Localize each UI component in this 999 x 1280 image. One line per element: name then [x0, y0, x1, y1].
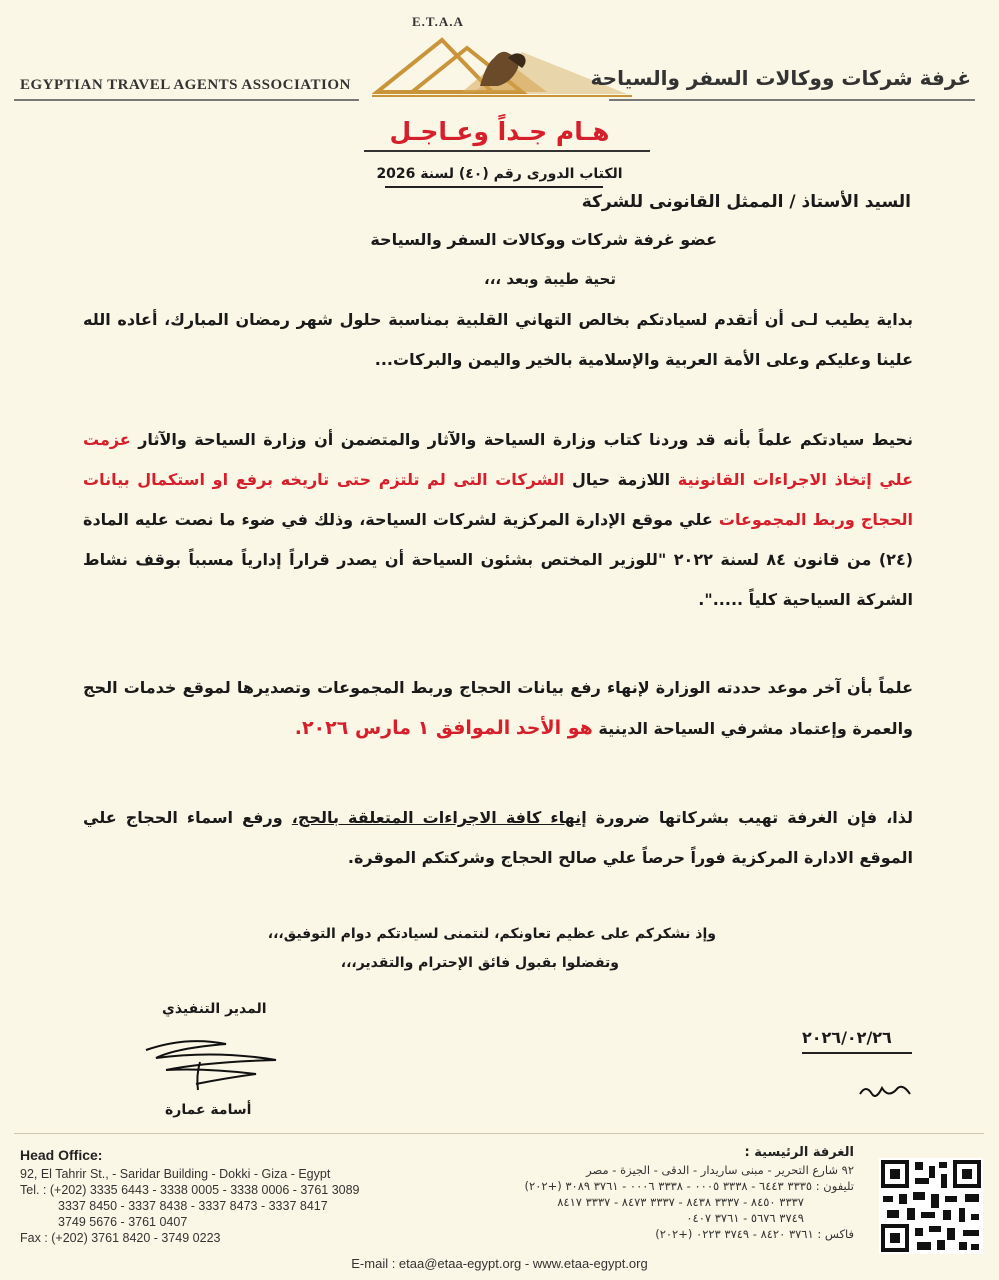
deadline-day: هو الأحد	[515, 717, 593, 739]
arabic-org-name: غرفة شركات ووكالات السفر والسياحة	[590, 66, 971, 90]
urgent-underline	[364, 150, 650, 152]
header-divider-right	[609, 99, 975, 101]
email-website-line: E-mail : etaa@etaa-egypt.org - www.etaa-egypt.org	[351, 1256, 648, 1271]
logo-abbreviation: E.T.A.A	[412, 14, 464, 29]
english-tel-1: Tel. : (+202) 3335 6443 - 3338 0005 - 3338 0006 - 3761 3089	[20, 1183, 360, 1197]
ministry-text-b: اللازمة حيال	[572, 470, 671, 489]
deadline-text-a: علماً بأن آخر موعد حددته الوزارة لإنهاء رفع بيانات الحجاج وربط المجموعات وتصديرها لموقع خدمات الحج والعمرة وإعتماد مشرفي السياحة الدينية	[83, 678, 913, 738]
qr-code-icon	[879, 1158, 983, 1254]
arabic-fax: فاكس : ٣٧٦١ ٨٤٢٠ - ٣٧٤٩ ٠٢٢٣ (+٢٠٢)	[655, 1227, 854, 1241]
english-tel-3: 3749 5676 - 3761 0407	[58, 1215, 188, 1229]
arabic-address: ٩٢ شارع التحرير - مبنى ساريدار - الدقى - الجيزة - مصر	[586, 1163, 854, 1177]
english-tel-2: 3337 8450 - 3337 8438 - 3337 8473 - 3337 8417	[58, 1199, 328, 1213]
closing-thanks: وإذ نشكركم على عظيم تعاونكم، لنتمنى لسيادتكم دوام التوفيق،،،	[267, 926, 716, 942]
letter-date: ٢٠٢٦/٠٢/٢٦	[802, 1028, 892, 1047]
signature	[138, 1028, 288, 1096]
greeting: تحية طيبة وبعد ،،،	[484, 270, 616, 288]
ministry-legal-action: عزمت علي إتخاذ الاجراءات القانونية	[83, 430, 914, 489]
header-divider-left	[14, 99, 359, 101]
arabic-head-office-label: الغرفة الرئيسية :	[744, 1145, 854, 1160]
director-name: أسامة عمارة	[165, 1102, 252, 1118]
closing-regards: وتفضلوا بقبول فائق الإحترام والتقدير،،،	[340, 955, 619, 971]
english-contact-block	[20, 1166, 360, 1246]
paragraph-ramadan	[83, 300, 913, 380]
action-underlined: إنهاء كافة الاجراءات المتعلقة بالحج،	[291, 808, 587, 827]
arabic-tel-2: ٣٣٣٧ ٨٤٥٠ - ٣٣٣٧ ٨٤٣٨ - ٣٣٣٧ ٨٤٧٣ - ٣٣٣٧ ٨٤١٧	[557, 1195, 804, 1209]
action-text-b: ورفع اسماء الحجاج علي الموقع الادارة المركزية فوراً حرصاً علي صالح الحجاج وشركتكم الموقرة.	[83, 808, 913, 867]
deadline-date: الموافق ١ مارس ٢٠٢٦.	[294, 717, 511, 739]
paragraph-action	[83, 798, 913, 878]
arabic-tel-3: ٣٧٤٩ ٥٦٧٦ - ٣٧٦١ ٠٤٠٧	[686, 1211, 804, 1225]
member-line: عضو غرفة شركات ووكالات السفر والسياحة	[370, 230, 717, 249]
ministry-text-c: علي موقع الإدارة المركزية لشركات السياحة، وذلك في ضوء ما نصت عليه المادة (٢٤) من قانون ٨٤ لسنة ٢٠٢٢ "للوزير المختص بشئون السياحة أن يصدر قراراً إدارياً مسبباً بوقف نشاط الشركة السياحية كلياً .....".	[83, 510, 914, 609]
ministry-text-a: نحيط سيادتكم علماً بأنه قد وردنا كتاب وزارة السياحة والآثار والمتضمن أن وزارة السياحة والآثار	[138, 430, 913, 449]
circular-underline	[385, 186, 603, 188]
addressee: السيد الأستاذ / الممثل القانونى للشركة	[581, 192, 911, 212]
footer-divider	[14, 1133, 984, 1134]
action-text-a: لذا، فإن الغرفة تهيب بشركاتها ضرورة	[595, 808, 914, 827]
urgent-heading: هـام جـداً وعـاجـل	[389, 117, 610, 146]
arabic-contact-block	[525, 1162, 854, 1242]
date-underline	[802, 1052, 912, 1054]
paragraph-ramadan-text: بداية يطيب لـى أن أتقدم لسيادتكم بخالص التهاني القلبية بمناسبة حلول شهر رمضان المبارك، أعاده الله علينا وعليكم وعلى الأمة العربية والإسلامية بالخير واليمن والبركات...	[83, 310, 913, 369]
handwritten-initials	[854, 1076, 916, 1104]
circular-number: الكتاب الدورى رقم (٤٠) لسنة 2026	[376, 166, 623, 182]
paragraph-deadline	[83, 668, 913, 749]
paragraph-ministry	[83, 420, 913, 620]
ministry-noncompliant-companies: الشركات التى لم تلتزم حتى تاريخه برفع او استكمال بيانات الحجاج وربط المجموعات	[83, 470, 913, 529]
arabic-tel-1: تليفون : ٣٣٣٥ ٦٤٤٣ - ٣٣٣٨ ٠٠٠٥ - ٣٣٣٨ ٠٠٠٦ - ٣٧٦١ ٣٠٨٩ (+٢٠٢)	[524, 1179, 854, 1193]
director-title: المدير التنفيذي	[162, 1001, 267, 1017]
english-address: 92, El Tahrir St., - Saridar Building - Dokki - Giza - Egypt	[20, 1167, 331, 1181]
english-fax: Fax : (+202) 3761 8420 - 3749 0223	[20, 1231, 221, 1245]
head-office-label: Head Office:	[20, 1147, 103, 1163]
english-org-name: EGYPTIAN TRAVEL AGENTS ASSOCIATION	[20, 77, 351, 93]
